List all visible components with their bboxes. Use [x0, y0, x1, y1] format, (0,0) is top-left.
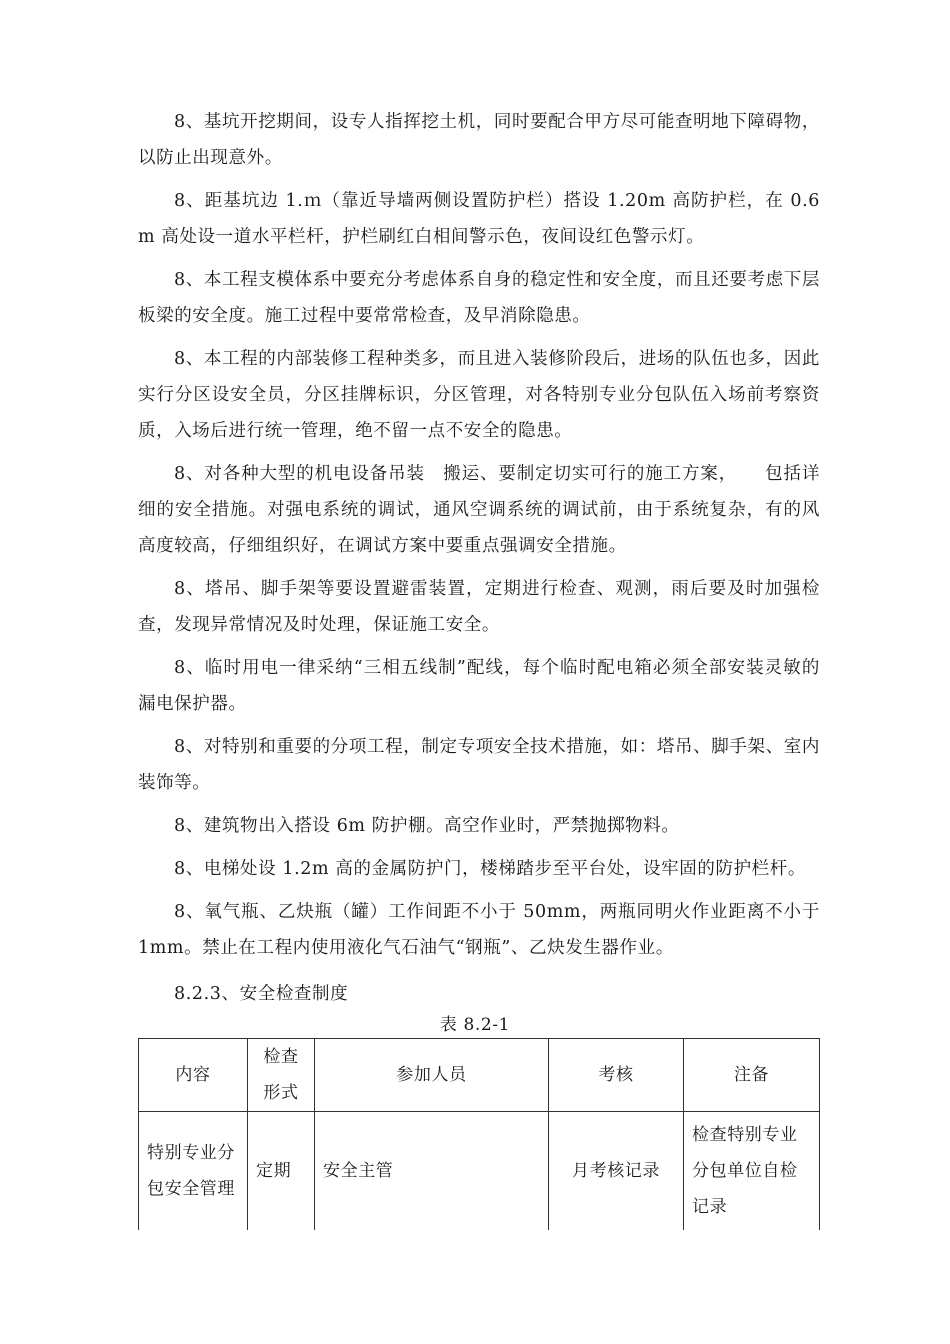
safety-inspection-table — [138, 1038, 820, 1230]
paragraph-4: 8、本工程的内部装修工程种类多，而且进入装修阶段后，进场的队伍也多，因此实行分区设安全员，分区挂牌标识，分区管理，对各特别专业分包队伍入场前考察资质，入场后进行统一管理，绝不留一点不安全的隐患。 — [138, 349, 820, 441]
table-row — [139, 1112, 820, 1231]
cell-participants: 安全主管 — [315, 1112, 549, 1231]
header-remarks: 注备 — [684, 1039, 820, 1112]
paragraph-2: 8、距基坑边 1.ｍ（靠近导墙两侧设置防护栏）搭设 1.20m 高防护栏，在 0.6m 高处设一道水平栏杆，护栏刷红白相间警示色，夜间设红色警示灯。 — [138, 191, 820, 247]
header-participants: 参加人员 — [315, 1039, 549, 1112]
paragraph-7: 8、临时用电一律采纳“三相五线制”配线，每个临时配电箱必须全部安装灵敏的漏电保护器。 — [138, 658, 820, 714]
header-content: 内容 — [139, 1039, 248, 1112]
paragraph-5: 8、对各种大型的机电设备吊装 搬运、要制定切实可行的施工方案， 包括详细的安全措施。对强电系统的调试，通风空调系统的调试前，由于系统复杂，有的风高度较高，仔细组织好，在调试方案中要重点强调安全措施。 — [138, 464, 820, 556]
header-check-form: 检查形式 — [248, 1039, 315, 1112]
cell-remarks: 检查特别专业分包单位自检记录 — [684, 1112, 820, 1231]
paragraph-10: 8、电梯处设 1.2m 高的金属防护门，楼梯踏步至平台处，设牢固的防护栏杆。 — [174, 859, 806, 879]
paragraph-8: 8、对特别和重要的分项工程，制定专项安全技术措施，如：塔吊、脚手架、室内装饰等。 — [138, 737, 820, 793]
paragraph-1: 8、基坑开挖期间，设专人指挥挖土机，同时要配合甲方尽可能查明地下障碍物，以防止出现意外。 — [138, 112, 820, 168]
paragraph-9: 8、建筑物出入搭设 6m 防护棚。高空作业时，严禁抛掷物料。 — [174, 816, 680, 836]
paragraph-6: 8、塔吊、脚手架等要设置避雷装置，定期进行检查、观测，雨后要及时加强检查，发现异常情况及时处理，保证施工安全。 — [138, 579, 820, 635]
section-heading: 8.2.3、安全检查制度 — [174, 984, 349, 1004]
table-header-row — [139, 1039, 820, 1112]
header-assessment: 考核 — [549, 1039, 684, 1112]
table-caption: 表 8.2-1 — [439, 1015, 511, 1035]
cell-check-form: 定期 — [248, 1112, 315, 1231]
document-page — [138, 104, 820, 1230]
paragraph-3: 8、本工程支模体系中要充分考虑体系自身的稳定性和安全度，而且还要考虑下层板梁的安全度。施工过程中要常常检查，及早消除隐患。 — [138, 270, 820, 326]
paragraph-11: 8、氧气瓶、乙炔瓶（罐）工作间距不小于 50mm，两瓶同明火作业距离不小于 1mm。禁止在工程内使用液化气石油气“钢瓶”、乙炔发生器作业。 — [138, 902, 820, 958]
cell-content: 特别专业分包安全管理 — [139, 1112, 248, 1231]
cell-assessment: 月考核记录 — [549, 1112, 684, 1231]
